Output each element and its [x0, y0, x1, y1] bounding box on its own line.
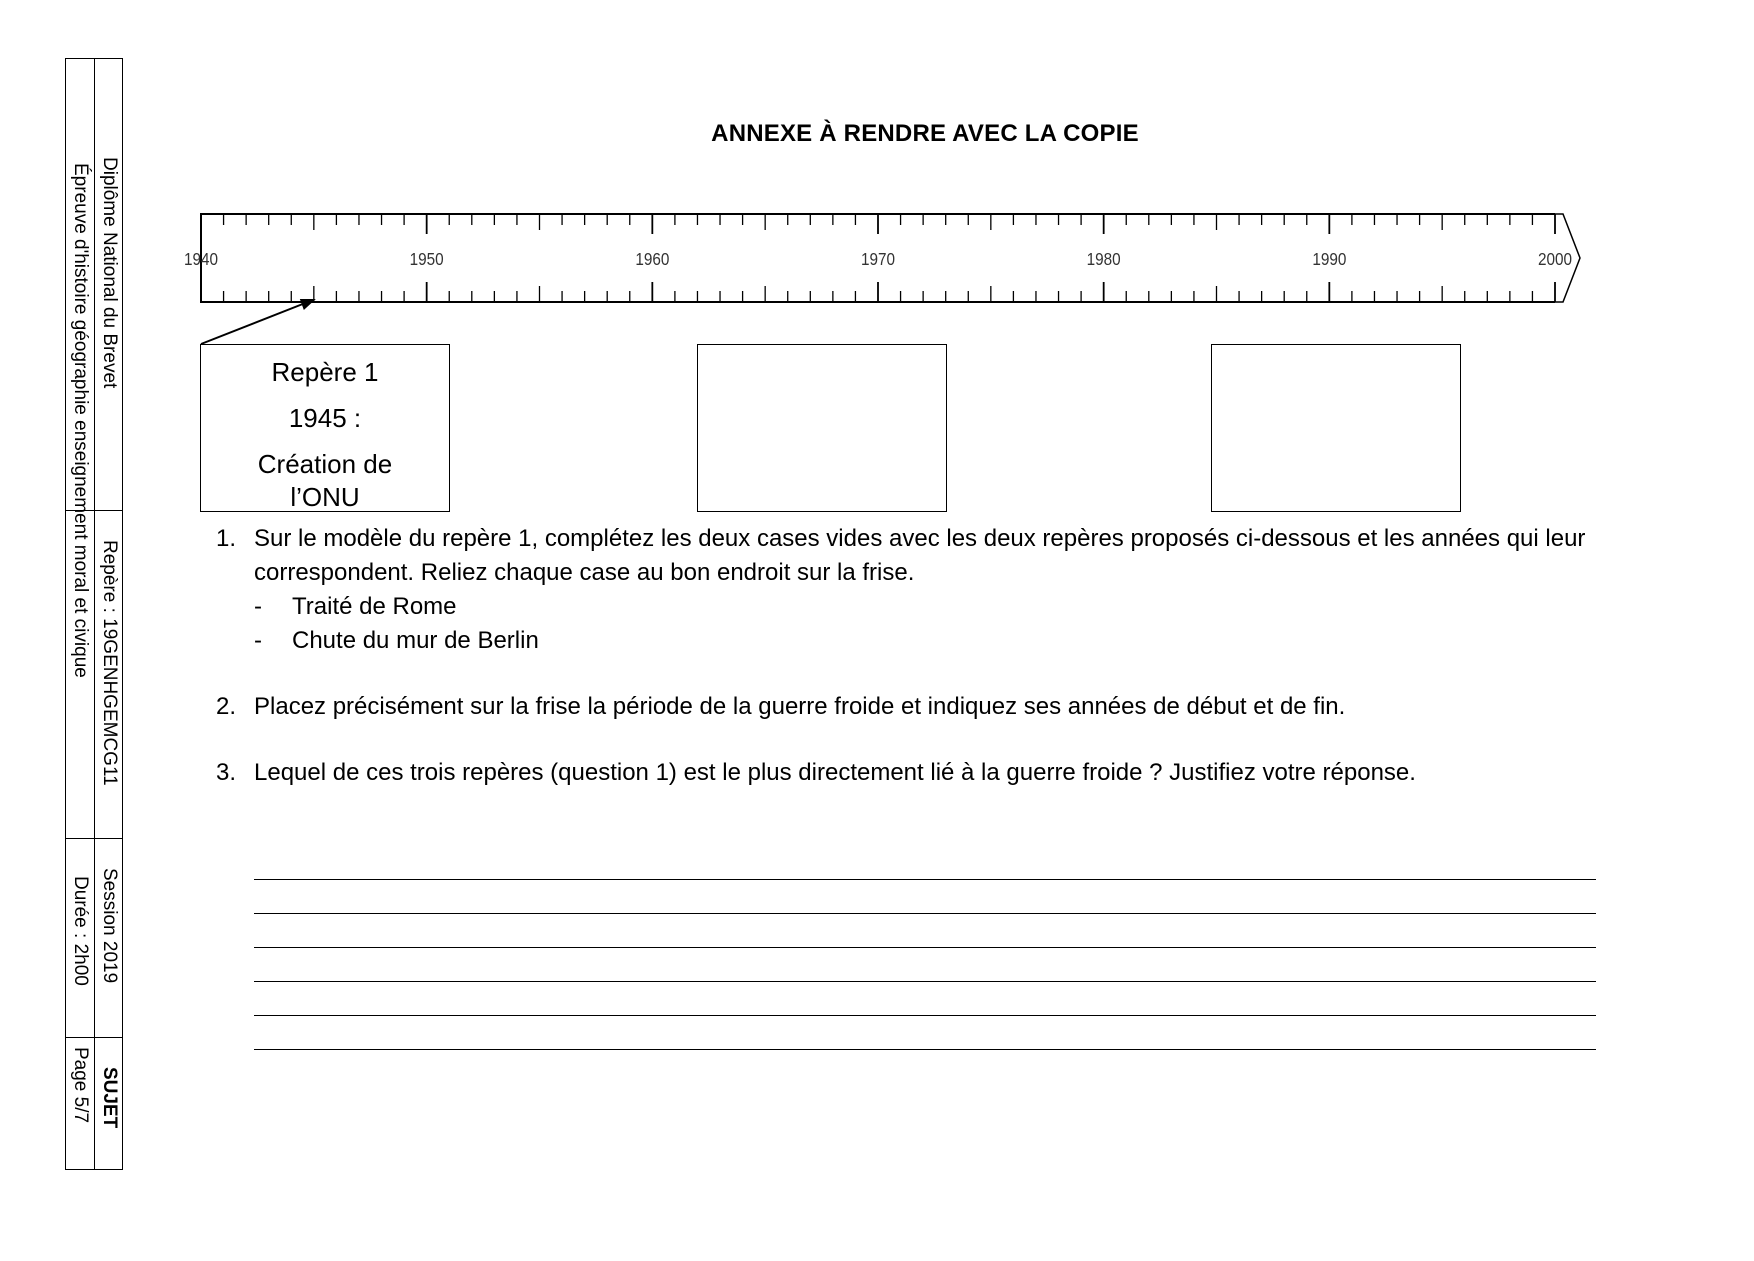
timeline-tick-label-1950: 1950	[409, 248, 444, 270]
connector-arrowhead	[300, 299, 316, 310]
timeline-tick-label-1940: 1940	[183, 248, 219, 270]
repere-1-line-2: 1945 :	[288, 403, 362, 433]
repere-box-2-empty[interactable]	[697, 344, 947, 512]
question-2-text: Placez précisément sur la frise la période de la guerre froide et indiquez ses années de début et de fin.	[254, 693, 1346, 720]
answer-line[interactable]	[254, 914, 1596, 948]
exam-subject: Épreuve d'histoire géographie enseignement moral et civique	[70, 163, 91, 678]
repere-1-line-4: l’ONU	[290, 482, 360, 512]
question-3	[216, 756, 1596, 790]
item-chute-mur-berlin: Chute du mur de Berlin	[292, 627, 539, 654]
timeline-tick-label-1980: 1980	[1086, 248, 1121, 270]
answer-line[interactable]	[254, 982, 1596, 1016]
repere-box-3-empty[interactable]	[1211, 344, 1461, 512]
question-2-number: 2.	[216, 693, 237, 720]
timeline-tick-label-2000: 2000	[1537, 248, 1573, 270]
question-1-number: 1.	[216, 525, 237, 552]
question-1-item	[254, 624, 1596, 658]
timeline-tick-label-1990: 1990	[1312, 248, 1347, 270]
document-status: SUJET	[99, 1067, 120, 1129]
list-dash: -	[254, 627, 262, 654]
answer-line[interactable]	[254, 846, 1596, 880]
repere-1-line-3: Création de	[257, 449, 393, 479]
question-1	[216, 522, 1596, 590]
exam-reference: Repère : 19GENHGEMCG11	[99, 540, 120, 786]
answer-line[interactable]	[254, 880, 1596, 914]
connector-line	[201, 302, 308, 344]
question-1-item	[254, 590, 1596, 624]
question-2	[216, 690, 1596, 724]
question-3-number: 3.	[216, 759, 237, 786]
timeline-connector-arrow	[201, 299, 316, 344]
answer-line[interactable]	[254, 948, 1596, 982]
page-title: ANNEXE À RENDRE AVEC LA COPIE	[711, 120, 1139, 147]
exam-session: Session 2019	[99, 868, 120, 984]
repere-box-1	[200, 344, 450, 512]
timeline-tick-label-1960: 1960	[635, 248, 670, 270]
list-dash: -	[254, 593, 262, 620]
exam-duration: Durée : 2h00	[70, 876, 91, 986]
answer-line[interactable]	[254, 1016, 1596, 1050]
timeline-tick-label-1970: 1970	[860, 248, 896, 270]
timeline-labels	[184, 249, 1572, 269]
exam-name: Diplôme National du Brevet	[99, 157, 120, 389]
repere-1-line-1: Repère 1	[271, 357, 379, 387]
question-1-text: Sur le modèle du repère 1, complétez les deux cases vides avec les deux repères proposés ci-dessous et les années qui leur correspondent. Reliez chaque case au bon endroit sur la frise.	[254, 525, 1586, 586]
question-3-text: Lequel de ces trois repères (question 1) est le plus directement lié à la guerre froide ? Justifiez votre réponse.	[254, 759, 1416, 786]
answer-lines[interactable]	[254, 846, 1596, 1050]
questions	[216, 522, 1596, 790]
item-traite-de-rome: Traité de Rome	[292, 593, 457, 620]
page-number: Page 5/7	[70, 1047, 91, 1124]
